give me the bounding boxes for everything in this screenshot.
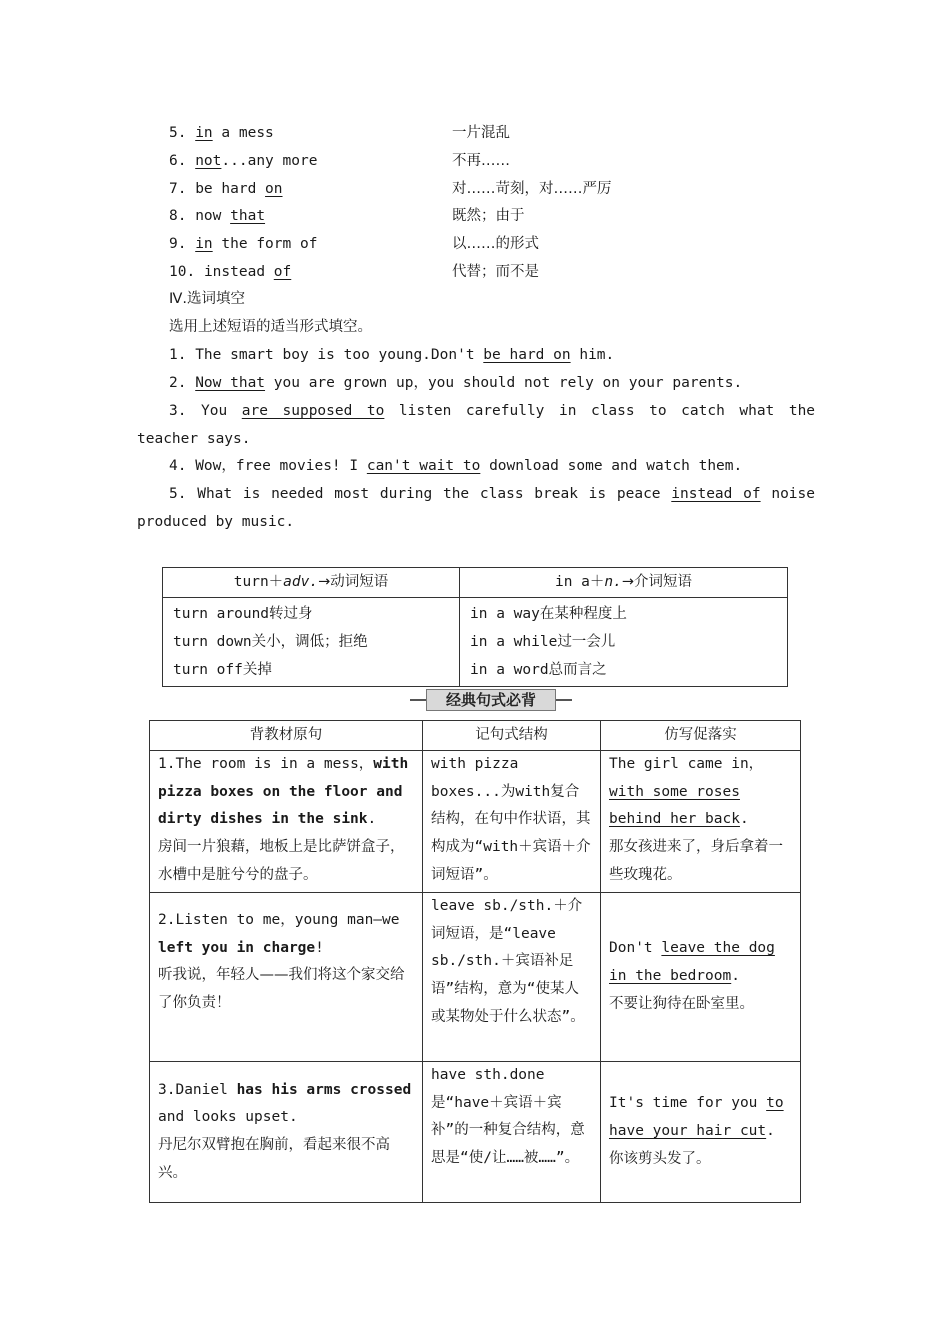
section-banner <box>410 688 572 712</box>
table-header: in a＋n.→介词短语 <box>460 568 788 598</box>
answer-blank: instead of <box>671 486 761 502</box>
item-number: 10. <box>169 264 196 280</box>
answer-blank: leave the dog in the bedroom <box>609 940 775 985</box>
original-sentence-cell: 2.Listen to me，young man—we left you in charge! 听我说，年轻人——我们将这个家交给了你负责！ <box>150 893 423 1062</box>
table-row <box>150 893 801 1062</box>
structure-cell: have sth.done是“have＋宾语＋宾补”的一种复合结构，意思是“使/让……被……”。 <box>423 1062 601 1203</box>
answer-blank: on <box>265 181 283 197</box>
phrase-meaning: 对……苛刻，对……严厉 <box>452 181 612 197</box>
phrase-item: 5. in a mess 一片混乱 <box>169 119 829 147</box>
item-number: 1. <box>169 347 187 363</box>
answer-blank: of <box>273 264 292 280</box>
table-row <box>150 1062 801 1203</box>
phrase-item: 8. now that 既然；由于 <box>169 202 829 230</box>
phrase-item: 10. instead of 代替；而不是 <box>169 258 829 286</box>
item-number: 8. <box>169 208 187 224</box>
item-number: 9. <box>169 236 187 252</box>
answer-blank: be hard on <box>483 347 571 363</box>
item-number: 5. <box>169 125 187 141</box>
item-number: 6. <box>169 153 187 169</box>
structure-cell: leave sb./sth.＋介词短语，是“leave sb./sth.＋宾语补足语”结构，意为“使某人或某物处于什么状态”。 <box>423 893 601 1062</box>
phrase-item: 7. be hard on 对……苛刻，对……严厉 <box>169 175 829 203</box>
table-header: 记句式结构 <box>423 721 601 751</box>
list-item: in a while过一会儿 <box>470 634 616 650</box>
sentence-pattern-table <box>149 720 801 1203</box>
phrase-meaning: 一片混乱 <box>452 125 510 141</box>
answer-blank: in <box>195 236 213 252</box>
list-item: turn down关小，调低；拒绝 <box>173 634 368 650</box>
section-instruction: 选用上述短语的适当形式填空。 <box>169 319 372 335</box>
answer-blank: not <box>195 153 222 169</box>
answer-blank: are supposed to <box>241 403 385 419</box>
item-number: 7. <box>169 181 187 197</box>
original-sentence-cell: 3.Daniel has his arms crossed and looks upset. 丹尼尔双臂抱在胸前，看起来很不高兴。 <box>150 1062 423 1203</box>
table-header: turn＋adv.→动词短语 <box>163 568 460 598</box>
answer-blank: to have your hair cut <box>609 1095 784 1140</box>
phrase-meaning: 既然；由于 <box>452 208 525 224</box>
table-header: 背教材原句 <box>150 721 423 751</box>
item-number: 3. <box>169 403 187 419</box>
phrase-item: 9. in the form of 以……的形式 <box>169 230 829 258</box>
divider <box>554 699 572 701</box>
table-cell <box>460 598 788 687</box>
phrase-meaning: 代替；而不是 <box>452 264 539 280</box>
list-item: in a word总而言之 <box>470 662 607 678</box>
original-sentence-cell: 1.The room is in a mess，with pizza boxes on the floor and dirty dishes in the sink. 房间一片狼藉，地板上是比萨饼盒子，水槽中是脏兮兮的盘子。 <box>150 751 423 893</box>
exercise-item: 1. The smart boy is too young.Don't be hard on him. <box>169 347 615 363</box>
imitation-cell: It's time for you to have your hair cut. 你该剪头发了。 <box>601 1062 801 1203</box>
list-item: turn around转过身 <box>173 606 313 622</box>
answer-blank: Now that <box>195 375 266 391</box>
imitation-cell: Don't leave the dog in the bedroom. 不要让狗待在卧室里。 <box>601 893 801 1062</box>
answer-blank: in <box>195 125 213 141</box>
table-row <box>150 751 801 893</box>
phrase-meaning: 以……的形式 <box>452 236 539 252</box>
banner-title: 经典句式必背 <box>426 689 556 711</box>
phrase-meaning: 不再…… <box>452 153 510 169</box>
imitation-cell: The girl came in，with some roses behind her back. 那女孩进来了，身后拿着一些玫瑰花。 <box>601 751 801 893</box>
table-cell <box>163 598 460 687</box>
exercise-item: 4. Wow，free movies! I can't wait to download some and watch them. <box>169 458 743 474</box>
phrase-item: 6. not...any more 不再…… <box>169 147 829 175</box>
exercise-item: 5. What is needed most during the class break is peace instead of noise produced by music. <box>137 486 815 530</box>
table-header: 仿写促落实 <box>601 721 801 751</box>
item-number: 5. <box>169 486 187 502</box>
structure-cell: with pizza boxes...为with复合结构，在句中作状语，其构成为“with＋宾语＋介词短语”。 <box>423 751 601 893</box>
item-number: 2. <box>169 375 187 391</box>
list-item: in a way在某种程度上 <box>470 606 627 622</box>
phrase-pattern-table <box>162 567 788 687</box>
answer-blank: with some roses behind her back <box>609 783 740 828</box>
exercise-item: 2. Now that you are grown up，you should not rely on your parents. <box>169 375 743 391</box>
answer-blank: can't wait to <box>366 458 481 474</box>
item-number: 4. <box>169 458 187 474</box>
exercise-item: 3. You are supposed to listen carefully in class to catch what the teacher says. <box>137 403 816 447</box>
answer-blank: that <box>230 208 266 224</box>
section-heading: Ⅳ.选词填空 <box>169 291 245 307</box>
list-item: turn off关掉 <box>173 662 272 678</box>
